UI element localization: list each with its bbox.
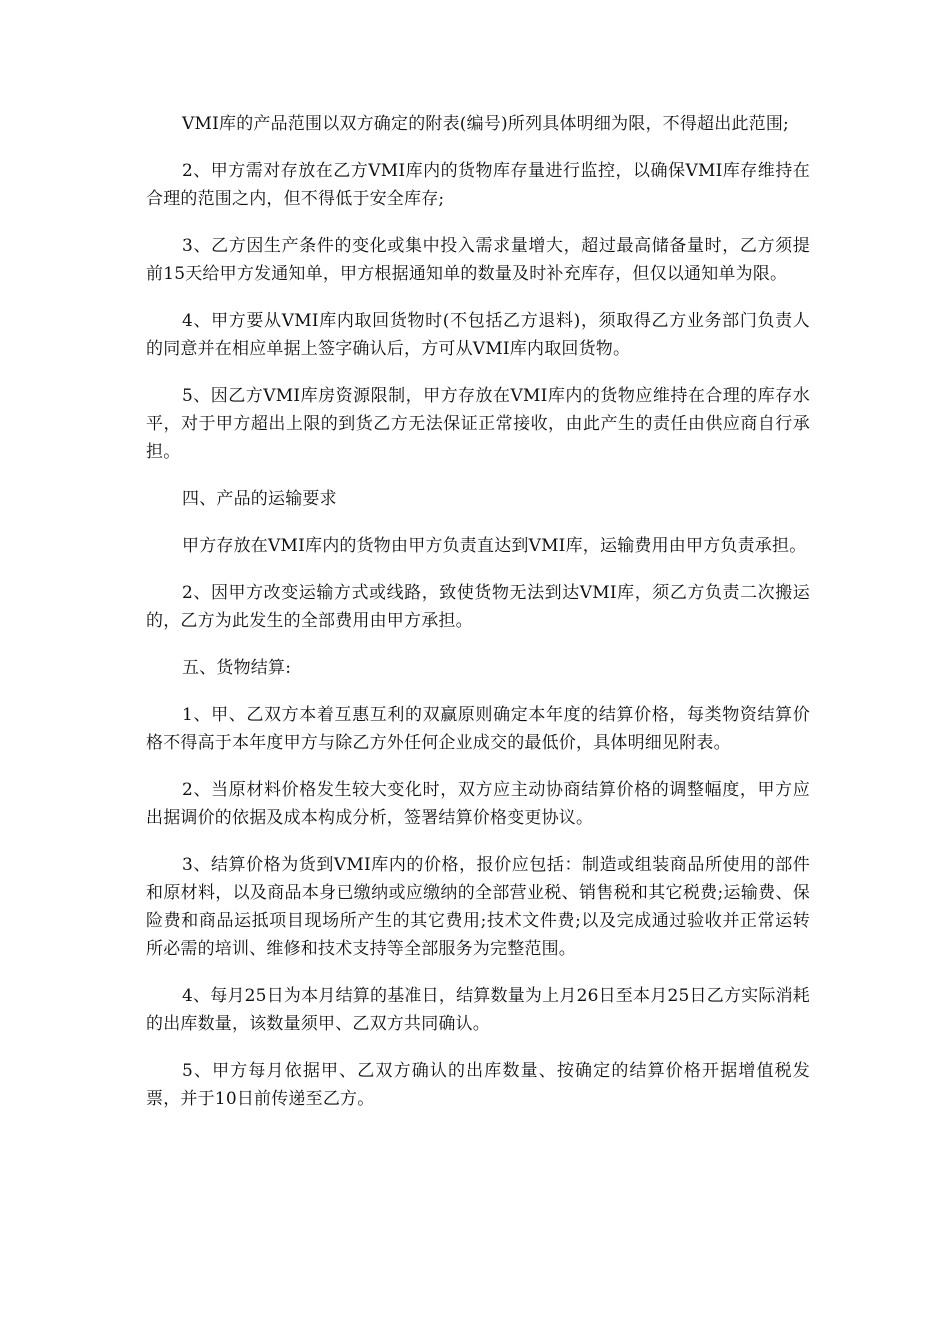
section-heading-transport: 四、产品的运输要求 — [182, 489, 337, 509]
paragraph-price-adjustment: 2、当原材料价格发生较大变化时，双方应主动协商结算价格的调整幅度，甲方应出据调价的依据及成本构成分析，签署结算价格变更协议。 — [146, 780, 810, 828]
paragraph-invoice: 5、甲方每月依据甲、乙双方确认的出库数量、按确定的结算价格开据增值税发票，并于10日前传递至乙方。 — [146, 1061, 810, 1109]
document-page — [146, 110, 810, 1132]
paragraph-transport-change: 2、因甲方改变运输方式或线路，致使货物无法到达VMI库，须乙方负责二次搬运的，乙方为此发生的全部费用由甲方承担。 — [146, 583, 810, 631]
paragraph-vmi-scope: VMI库的产品范围以双方确定的附表(编号)所列具体明细为限，不得超出此范围; — [182, 114, 789, 134]
paragraph-price-scope: 3、结算价格为货到VMI库内的价格，报价应包括：制造或组装商品所使用的部件和原材料，以及商品本身已缴纳或应缴纳的全部营业税、销售税和其它税费;运输费、保险费和商品运抵项目现场所产生的其它费用;技术文件费;以及完成通过验收并正常运转所必需的培训、维修和技术支持等全部服务为完整范围。 — [146, 855, 810, 959]
paragraph-storage-limit: 5、因乙方VMI库房资源限制，甲方存放在VMI库内的货物应维持在合理的库存水平，对于甲方超出上限的到货乙方无法保证正常接收，由此产生的责任由供应商自行承担。 — [146, 386, 810, 462]
paragraph-goods-retrieval: 4、甲方要从VMI库内取回货物时(不包括乙方退料)，须取得乙方业务部门负责人的同意并在相应单据上签字确认后，方可从VMI库内取回货物。 — [146, 311, 810, 359]
paragraph-transport-responsibility: 甲方存放在VMI库内的货物由甲方负责直达到VMI库，运输费用由甲方负责承担。 — [182, 536, 807, 556]
paragraph-settlement-price: 1、甲、乙双方本着互惠互利的双赢原则确定本年度的结算价格，每类物资结算价格不得高于本年度甲方与除乙方外任何企业成交的最低价，具体明细见附表。 — [146, 705, 810, 753]
section-heading-settlement: 五、货物结算: — [182, 658, 292, 678]
paragraph-replenishment-notice: 3、乙方因生产条件的变化或集中投入需求量增大，超过最高储备量时，乙方须提前15天给甲方发通知单，甲方根据通知单的数量及时补充库存，但仅以通知单为限。 — [146, 236, 810, 284]
paragraph-settlement-date: 4、每月25日为本月结算的基准日，结算数量为上月26日至本月25日乙方实际消耗的出库数量，该数量须甲、乙双方共同确认。 — [146, 986, 810, 1034]
paragraph-inventory-monitoring: 2、甲方需对存放在乙方VMI库内的货物库存量进行监控，以确保VMI库存维持在合理的范围之内，但不得低于安全库存; — [146, 161, 810, 209]
